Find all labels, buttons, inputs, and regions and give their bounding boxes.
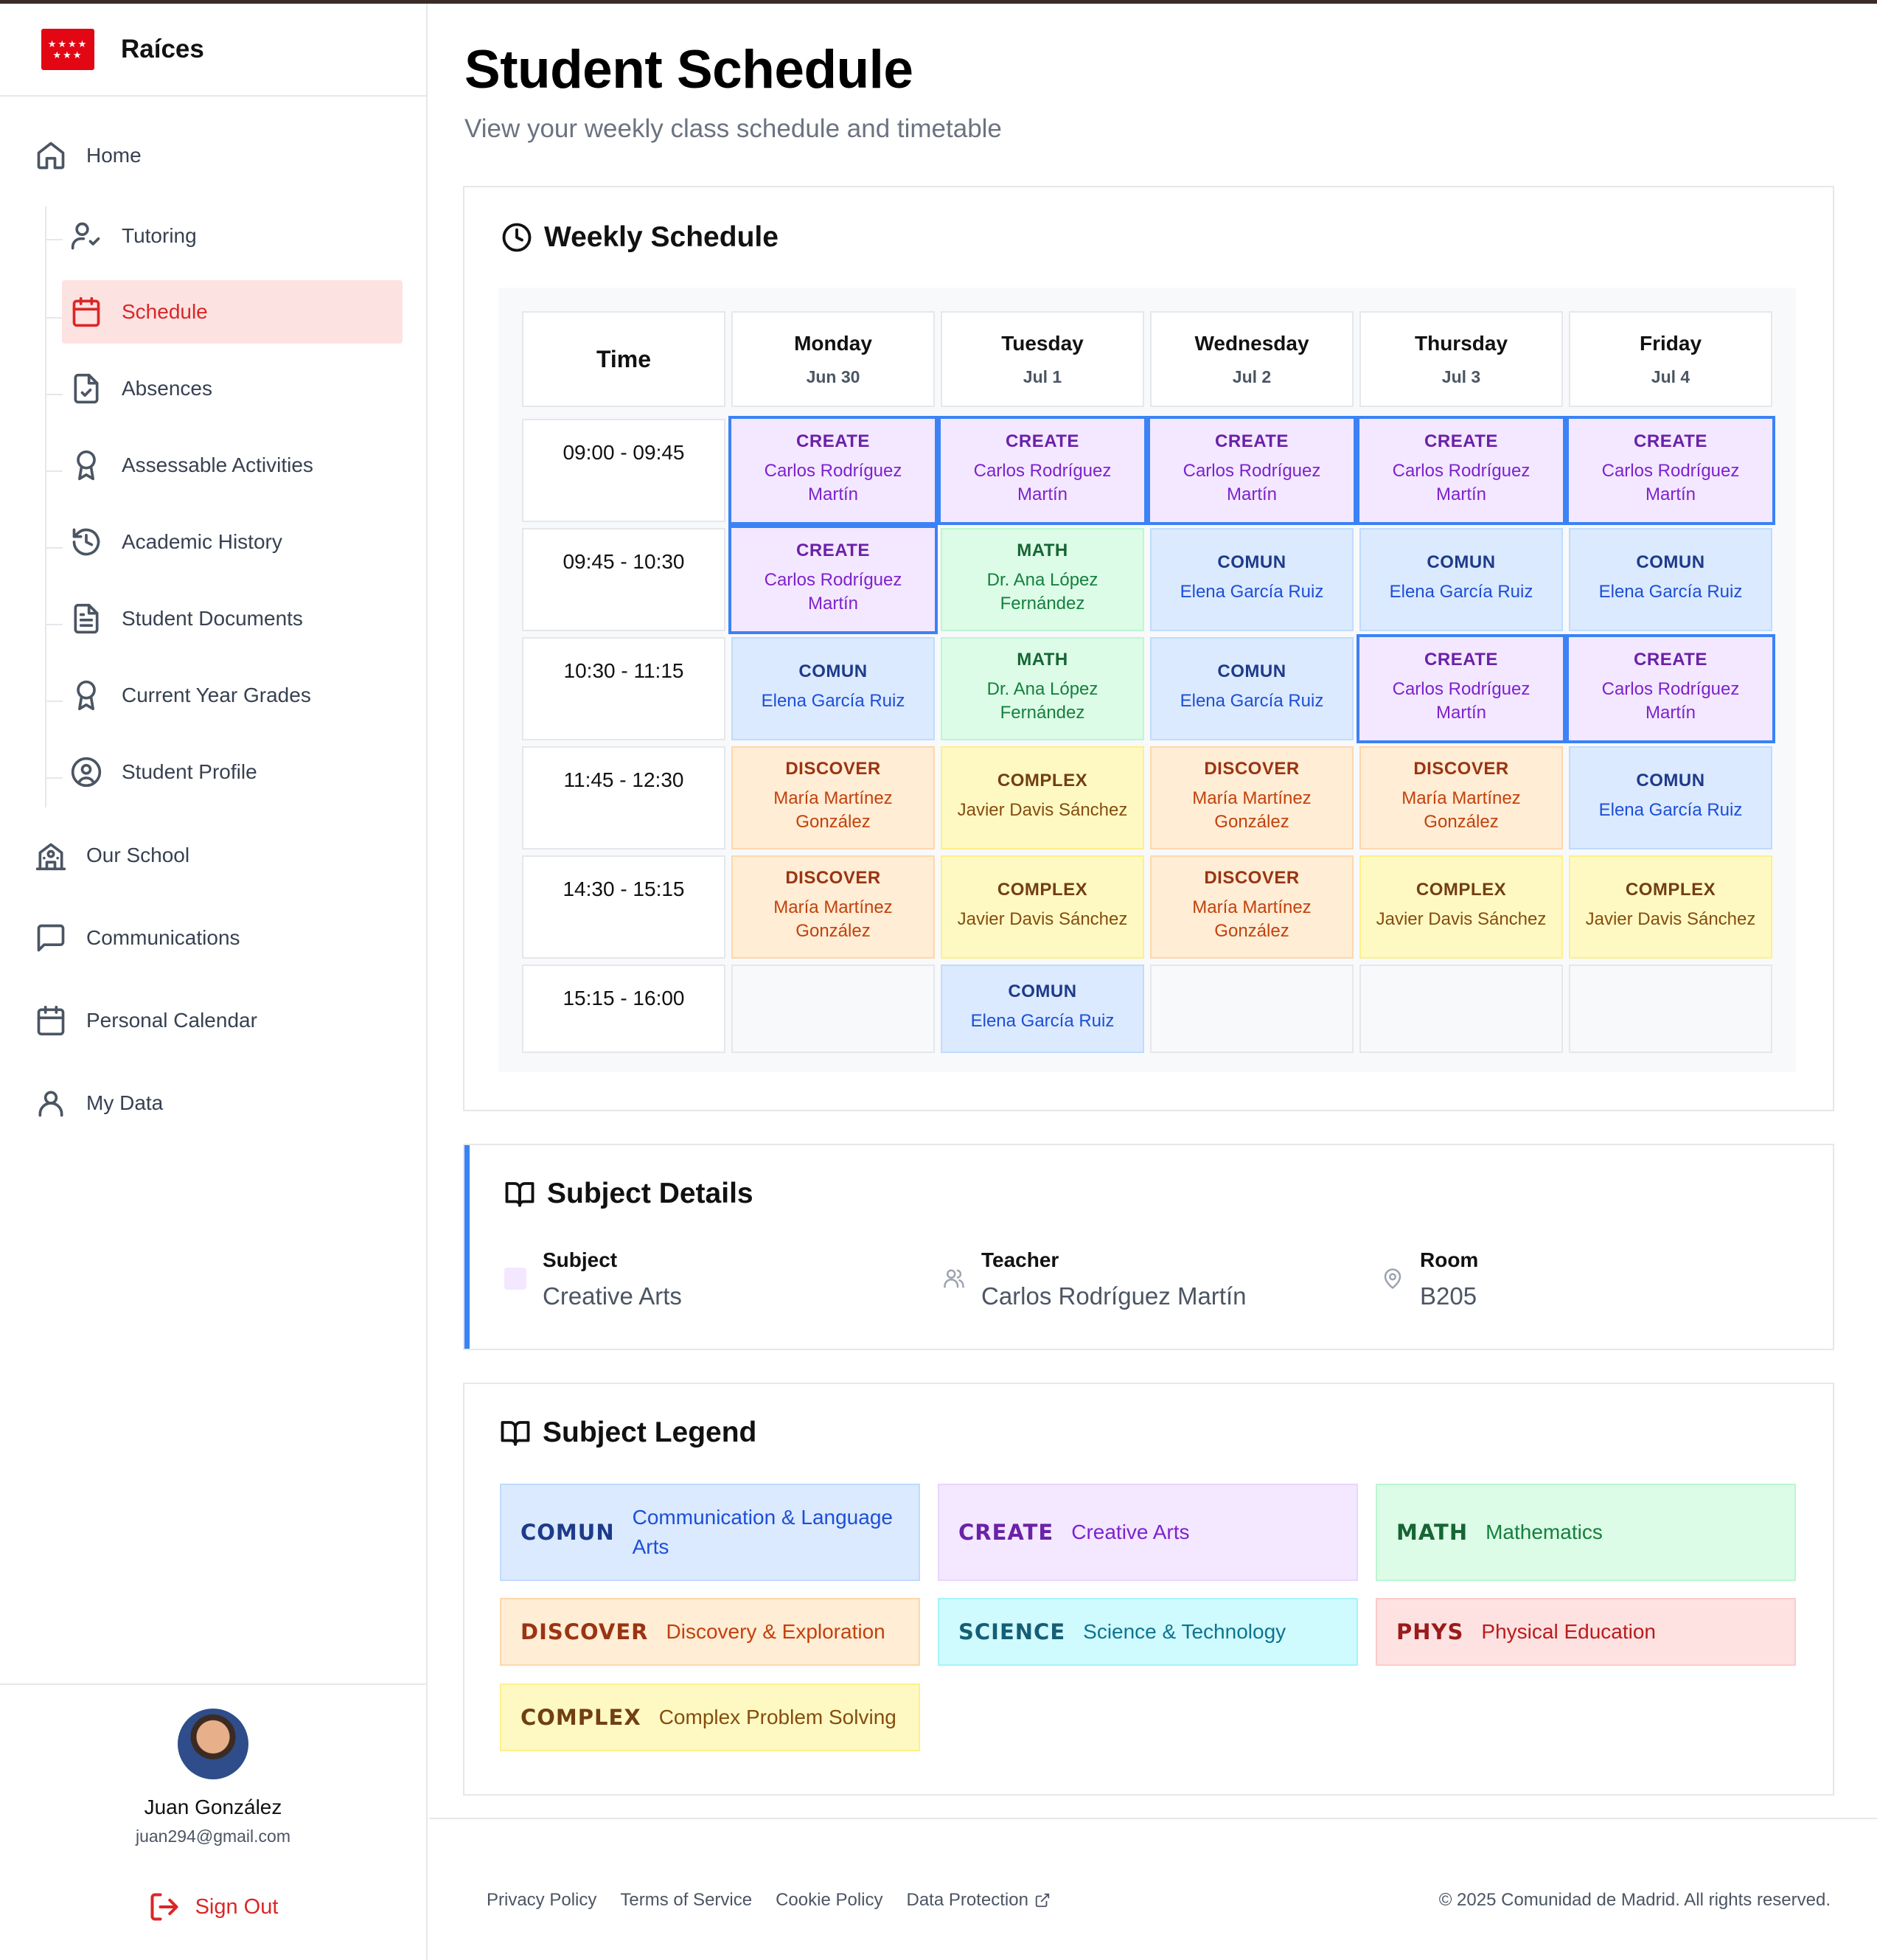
day-name: Monday [794,332,872,355]
sidebar-item-label: Absences [122,377,212,400]
page-subtitle: View your weekly class schedule and timetable [464,114,1002,143]
detail-teacher-label: Teacher [981,1248,1059,1271]
legend-item-discover [500,1598,920,1666]
sidebar-item-tutoring[interactable] [69,204,403,268]
clock-icon [501,222,532,253]
footer-links [487,1890,1074,1911]
teacher-name: Elena García Ruiz [1389,582,1533,602]
subject-legend-title-text: Subject Legend [543,1417,757,1448]
tree-tick [45,394,63,395]
subject-code: COMPLEX [997,771,1088,790]
legend-code: COMUN [520,1520,615,1545]
sidebar-item-label: Communications [86,926,240,949]
legend-item-comun [500,1484,920,1581]
day-date: Jul 2 [1232,367,1272,386]
subject-code: DISCOVER [1204,868,1300,888]
subject-details-title [504,1178,753,1210]
teacher-name: Carlos Rodríguez Martín [973,461,1112,504]
teacher-name: Carlos Rodríguez Martín [1601,679,1740,723]
subject-code: COMPLEX [997,880,1088,900]
detail-room [1382,1248,1478,1310]
class-block [1359,419,1563,522]
schedule-cell-complex[interactable] [1569,855,1772,959]
madrid-flag-logo: ★★★★ ★★★ [41,29,94,70]
schedule-cell-math[interactable] [941,528,1144,631]
subject-code: CREATE [796,431,870,451]
tree-tick [45,547,63,549]
schedule-cell-empty [1150,965,1354,1053]
subject-code: CREATE [1424,431,1498,451]
sidebar-item-home[interactable] [34,124,403,187]
detail-teacher-value: Carlos Rodríguez Martín [981,1282,1247,1310]
sidebar-item-student-profile[interactable] [69,740,403,804]
subject-code: DISCOVER [1413,759,1509,779]
teacher-name: Elena García Ruiz [970,1011,1115,1031]
sidebar-item-our-school[interactable] [34,824,403,887]
schedule-cell-create[interactable] [938,416,1147,525]
class-block [1570,529,1771,630]
subject-code: CREATE [1215,431,1289,451]
sidebar-item-label: Student Profile [122,760,257,783]
weekly-schedule-card [463,186,1834,1111]
legend-code: DISCOVER [520,1619,649,1644]
teacher-name: Dr. Ana López Fernández [986,679,1098,723]
day-date: Jul 1 [1023,367,1062,386]
calendar-icon [34,1004,68,1038]
schedule-cell-create[interactable] [728,525,938,634]
teacher-name: María Martínez González [1192,788,1312,832]
class-block [1569,419,1772,522]
users-icon [943,1268,965,1290]
day-header-tuesday [941,311,1144,407]
subject-code: COMPLEX [1625,880,1716,900]
class-block [1569,637,1772,740]
class-block [1361,857,1561,957]
schedule-cell-comun[interactable] [1569,528,1772,631]
sidebar-item-label: Student Documents [122,607,303,630]
class-block [1359,637,1563,740]
footer-link-privacy[interactable]: Privacy Policy [487,1890,597,1910]
schedule-cell-discover[interactable] [1150,855,1354,959]
legend-name: Physical Education [1481,1620,1656,1643]
day-date: Jul 3 [1441,367,1481,386]
avatar[interactable] [178,1709,248,1779]
day-name: Tuesday [1001,332,1084,355]
map-pin-icon [1382,1268,1404,1290]
subject-code: COMUN [1217,661,1286,681]
schedule-cell-create[interactable] [1357,634,1566,743]
tree-tick [45,470,63,472]
day-name: Thursday [1414,332,1508,355]
teacher-name: Carlos Rodríguez Martín [1183,461,1321,504]
legend-name: Creative Arts [1071,1521,1190,1543]
subject-code: MATH [1017,650,1068,670]
time-slot: 10:30 - 11:15 [522,637,725,740]
user-panel [0,1683,426,1960]
schedule-cell-comun[interactable] [941,965,1144,1053]
detail-subject-value: Creative Arts [543,1282,682,1310]
user-icon [34,1086,68,1120]
class-block [942,639,1143,739]
sidebar-item-label: Schedule [122,300,208,323]
class-block [1152,857,1352,957]
day-name: Friday [1639,332,1702,355]
schedule-cell-discover[interactable] [1359,746,1563,849]
time-slot: 09:00 - 09:45 [522,419,725,522]
day-header-monday [731,311,935,407]
teacher-name: María Martínez González [773,788,893,832]
class-block [733,639,933,739]
subject-code: CREATE [1634,431,1707,451]
sidebar-item-label: Assessable Activities [122,453,313,476]
teacher-name: Carlos Rodríguez Martín [764,461,902,504]
teacher-name: Javier Davis Sánchez [1376,909,1547,929]
class-block [731,419,935,522]
subject-code: MATH [1017,541,1068,560]
teacher-name: Javier Davis Sánchez [957,800,1128,820]
user-name: Juan González [144,1796,282,1818]
subject-code: COMUN [1427,552,1496,572]
schedule-cell-create[interactable] [1147,416,1357,525]
home-icon [34,139,68,173]
sidebar-item-schedule[interactable] [62,280,403,344]
subject-code: DISCOVER [1204,759,1300,779]
log-out-icon [148,1891,181,1923]
schedule-cell-complex[interactable] [941,746,1144,849]
user-circle-icon [69,755,103,789]
schedule-cell-empty [1359,965,1563,1053]
class-block [1152,639,1352,739]
app-name: Raíces [121,35,204,63]
subject-code: COMPLEX [1415,880,1507,900]
legend-name: Mathematics [1486,1521,1603,1543]
schedule-cell-discover[interactable] [731,855,935,959]
schedule-cell-comun[interactable] [1359,528,1563,631]
class-block [1361,748,1561,848]
day-header-friday [1569,311,1772,407]
subject-code: COMUN [1008,981,1077,1001]
teacher-name: María Martínez González [773,897,893,941]
calendar-icon [69,295,103,329]
user-check-icon [69,219,103,253]
schedule-cell-comun[interactable] [1150,528,1354,631]
sidebar-item-assessable-activities[interactable] [69,434,403,497]
class-block [942,857,1143,957]
class-block [731,528,935,631]
subject-color-swatch [504,1268,526,1290]
class-block [1152,748,1352,848]
teacher-name: Carlos Rodríguez Martín [1392,679,1530,723]
detail-room-value: B205 [1420,1282,1477,1310]
teacher-name: María Martínez González [1192,897,1312,941]
class-block [942,748,1143,848]
sidebar-item-communications[interactable] [34,906,403,970]
teacher-name: Javier Davis Sánchez [1585,909,1756,929]
subject-code: DISCOVER [785,759,881,779]
sidebar-item-label: Academic History [122,530,282,553]
teacher-name: Elena García Ruiz [1598,800,1743,820]
sidebar-item-personal-calendar[interactable] [34,989,403,1052]
teacher-name: Elena García Ruiz [1180,691,1324,711]
legend-item-complex [500,1683,920,1751]
subject-code: CREATE [796,541,870,560]
schedule-cell-discover[interactable] [731,746,935,849]
legend-item-create [938,1484,1358,1581]
tree-tick [45,624,63,625]
day-date: Jun 30 [806,367,860,386]
tree-tick [45,701,63,702]
detail-teacher [943,1248,1246,1310]
history-icon [69,525,103,559]
subject-details-title-text: Subject Details [547,1178,753,1209]
tree-tick [45,777,63,779]
schedule-cell-math[interactable] [941,637,1144,740]
brand[interactable] [0,4,426,97]
sidebar-item-student-documents[interactable] [69,587,403,650]
class-block [733,748,933,848]
legend-code: SCIENCE [958,1619,1066,1644]
award-icon [69,678,103,712]
day-header-thursday [1359,311,1563,407]
legend-code: COMPLEX [520,1705,641,1730]
time-slot: 09:45 - 10:30 [522,528,725,631]
sidebar-item-absences[interactable] [69,357,403,420]
subject-code: COMUN [1217,552,1286,572]
class-block [1570,748,1771,848]
subject-code: COMUN [1636,552,1705,572]
time-slot: 11:45 - 12:30 [522,746,725,849]
subject-details-card [463,1144,1834,1350]
award-icon [69,448,103,482]
day-date: Jul 4 [1651,367,1690,386]
detail-subject [504,1248,682,1310]
day-name: Wednesday [1194,332,1309,355]
class-block [733,857,933,957]
class-block [1361,529,1561,630]
class-block [1570,857,1771,957]
page-title: Student Schedule [464,40,913,100]
subject-legend-title [500,1417,756,1449]
subject-code: CREATE [1634,650,1707,670]
external-link-icon [1034,1892,1051,1908]
tree-tick [45,317,63,319]
schedule-cell-create[interactable] [1357,416,1566,525]
user-email: juan294@gmail.com [135,1827,290,1846]
legend-name: Discovery & Exploration [666,1620,885,1643]
day-header-wednesday [1150,311,1354,407]
time-column-header [522,311,725,407]
subject-legend-card [463,1383,1834,1796]
weekly-schedule-title-text: Weekly Schedule [544,221,779,253]
school-icon [34,838,68,872]
subject-code: COMUN [1636,771,1705,790]
legend-item-science [938,1598,1358,1666]
teacher-name: María Martínez González [1401,788,1521,832]
teacher-name: Elena García Ruiz [1598,582,1743,602]
sign-out-button[interactable] [148,1891,279,1923]
book-open-icon [504,1178,535,1209]
schedule-cell-complex[interactable] [1359,855,1563,959]
schedule-cell-comun[interactable] [1569,746,1772,849]
teacher-name: Carlos Rodríguez Martín [1601,461,1740,504]
schedule-cell-empty [731,965,935,1053]
sidebar-item-my-data[interactable] [34,1071,403,1135]
schedule-cell-create[interactable] [1566,634,1775,743]
class-block [1152,529,1352,630]
file-text-icon [69,602,103,636]
schedule-cell-comun[interactable] [731,637,935,740]
class-block [1150,419,1354,522]
legend-item-phys [1376,1598,1796,1666]
legend-item-math [1376,1484,1796,1581]
detail-subject-label: Subject [543,1248,618,1271]
sidebar-item-label: Current Year Grades [122,684,311,706]
sidebar-item-academic-history[interactable] [69,510,403,574]
details-accent-bar [464,1145,470,1349]
sidebar-item-label: Tutoring [122,224,197,247]
tree-tick [45,239,63,240]
sidebar-item-label: My Data [86,1091,164,1114]
subject-code: COMUN [798,661,868,681]
schedule-grid [498,288,1796,1072]
message-square-icon [34,921,68,955]
legend-code: MATH [1396,1520,1469,1545]
legend-code: CREATE [958,1520,1054,1545]
teacher-name: Dr. Ana López Fernández [986,570,1098,614]
weekly-schedule-title [501,221,779,254]
teacher-name: Elena García Ruiz [1180,582,1324,602]
subject-code: DISCOVER [785,868,881,888]
time-header-label: Time [596,345,652,372]
schedule-cell-create[interactable] [1566,416,1775,525]
footer-link-label: Data Protection [906,1890,1028,1910]
footer-link-data-protection[interactable] [907,1890,1051,1911]
legend-name: Communication & Language Arts [632,1506,893,1558]
subject-code: CREATE [1006,431,1079,451]
teacher-name: Carlos Rodríguez Martín [1392,461,1530,504]
sidebar-item-current-year-grades[interactable] [69,664,403,727]
sidebar [0,4,428,1960]
legend-code: PHYS [1396,1619,1464,1644]
schedule-cell-comun[interactable] [1150,637,1354,740]
teacher-name: Elena García Ruiz [761,691,905,711]
sidebar-item-label: Home [86,144,142,167]
sidebar-item-label: Personal Calendar [86,1009,257,1032]
footer-link-terms[interactable]: Terms of Service [620,1890,753,1910]
legend-name: Science & Technology [1083,1620,1286,1643]
subject-code: CREATE [1424,650,1498,670]
time-slot: 15:15 - 16:00 [522,965,725,1053]
nav-tree-line [45,206,46,807]
class-block [941,419,1144,522]
footer [429,1818,1877,1960]
sidebar-item-label: Our School [86,844,190,866]
schedule-cell-complex[interactable] [941,855,1144,959]
time-slot: 14:30 - 15:15 [522,855,725,959]
legend-name: Complex Problem Solving [658,1706,896,1728]
footer-link-cookies[interactable]: Cookie Policy [776,1890,883,1910]
book-open-icon [500,1417,531,1448]
schedule-cell-discover[interactable] [1150,746,1354,849]
detail-room-label: Room [1420,1248,1479,1271]
class-block [942,529,1143,630]
class-block [942,966,1143,1052]
sign-out-label: Sign Out [195,1894,279,1919]
schedule-cell-create[interactable] [728,416,938,525]
schedule-cell-empty [1569,965,1772,1053]
teacher-name: Carlos Rodríguez Martín [764,570,902,614]
file-check-icon [69,372,103,406]
teacher-name: Javier Davis Sánchez [957,909,1128,929]
copyright: © 2025 Comunidad de Madrid. All rights reserved. [1438,1890,1831,1910]
